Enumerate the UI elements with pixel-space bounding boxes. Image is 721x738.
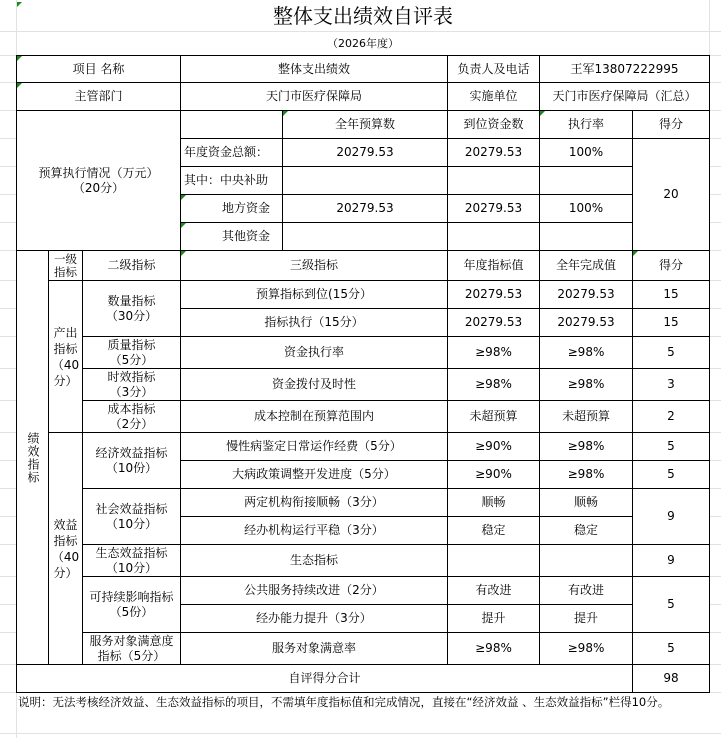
col-budget-score: 得分 xyxy=(632,110,710,139)
budget-row-label: 其他资金 xyxy=(180,222,283,251)
score-value[interactable]: 15 xyxy=(632,308,710,337)
cell-indicator-icon xyxy=(17,2,22,7)
level3-indicator: 资金执行率 xyxy=(180,336,448,369)
actual-value[interactable]: 稳定 xyxy=(539,516,633,545)
actual-value[interactable]: 顺畅 xyxy=(539,488,633,517)
actual-value[interactable] xyxy=(539,544,633,577)
level3-indicator: 两定机构衔接顺畅（3分） xyxy=(180,488,448,517)
target-value[interactable]: ≥90% xyxy=(447,432,540,461)
score-value[interactable]: 15 xyxy=(632,280,710,309)
score-value[interactable]: 5 xyxy=(632,432,710,461)
target-value[interactable]: ≥98% xyxy=(447,336,540,369)
score-value[interactable]: 5 xyxy=(632,460,710,489)
target-value[interactable]: 稳定 xyxy=(447,516,540,545)
level3-indicator: 成本控制在预算范围内 xyxy=(180,400,448,433)
actual-value[interactable]: 20279.53 xyxy=(539,280,633,309)
level3-indicator: 资金拨付及时性 xyxy=(180,368,448,401)
actual-value[interactable]: 20279.53 xyxy=(539,308,633,337)
dept-value[interactable]: 天门市医疗保障局 xyxy=(180,82,448,111)
budget-row-rate[interactable] xyxy=(539,222,633,251)
cell-indicator-icon xyxy=(17,83,22,88)
impl-label: 实施单位 xyxy=(447,82,540,111)
level3-indicator: 大病政策调整开发进度（5分） xyxy=(180,460,448,489)
target-value[interactable] xyxy=(447,544,540,577)
level3-indicator: 经办能力提升（3分） xyxy=(180,604,448,633)
target-value[interactable]: 提升 xyxy=(447,604,540,633)
budget-row-annual[interactable]: 20279.53 xyxy=(282,138,448,167)
budget-row-label: 年度资金总额： xyxy=(180,138,283,167)
budget-header-blank xyxy=(180,110,283,139)
budget-row-arrived[interactable]: 20279.53 xyxy=(447,138,540,167)
col-exec-rate: 执行率 xyxy=(539,110,633,139)
cell-indicator-icon xyxy=(17,56,22,61)
score-value[interactable]: 5 xyxy=(632,632,710,665)
level3-indicator: 公共服务持续改进（2分） xyxy=(180,576,448,605)
col-target: 年度指标值 xyxy=(447,250,540,281)
level3-indicator: 指标执行（15分） xyxy=(180,308,448,337)
actual-value[interactable]: ≥98% xyxy=(539,460,633,489)
budget-row-label: 地方资金 xyxy=(180,194,283,223)
cell-indicator-icon xyxy=(633,251,638,256)
sustainable-score-value[interactable]: 5 xyxy=(632,576,710,633)
actual-value[interactable]: ≥98% xyxy=(539,368,633,401)
target-value[interactable]: 顺畅 xyxy=(447,488,540,517)
score-value[interactable]: 5 xyxy=(632,336,710,369)
budget-row-rate[interactable]: 100% xyxy=(539,138,633,167)
col-perf-score: 得分 xyxy=(632,250,710,281)
budget-score-value[interactable]: 20 xyxy=(632,138,710,251)
target-value[interactable]: ≥98% xyxy=(447,368,540,401)
level3-indicator: 服务对象满意率 xyxy=(180,632,448,665)
budget-row-arrived[interactable]: 20279.53 xyxy=(447,194,540,223)
budget-row-arrived[interactable] xyxy=(447,222,540,251)
level2-sustainable: 可持续影响指标 （5份） xyxy=(82,576,181,633)
budget-row-label: 其中：中央补助 xyxy=(180,166,283,195)
social-score-value[interactable]: 9 xyxy=(632,488,710,545)
target-value[interactable]: 20279.53 xyxy=(447,280,540,309)
output-indicator-label: 产出指标（40分） xyxy=(48,280,83,433)
year-subtitle: （2026年度） xyxy=(327,37,399,50)
level3-indicator: 生态指标 xyxy=(180,544,448,577)
col-level3: 三级指标 xyxy=(180,250,448,281)
level3-indicator: 经办机构运行平稳（3分） xyxy=(180,516,448,545)
level2-ecological: 生态效益指标 （10分） xyxy=(82,544,181,577)
total-label: 自评得分合计 xyxy=(16,664,633,693)
budget-row-annual[interactable] xyxy=(282,222,448,251)
dept-label: 主管部门 xyxy=(16,82,181,111)
budget-row-annual[interactable] xyxy=(282,166,448,195)
col-level1: 一级指标 xyxy=(48,250,83,281)
budget-row-arrived[interactable] xyxy=(447,166,540,195)
col-annual-budget: 全年预算数 xyxy=(282,110,448,139)
budget-row-rate[interactable] xyxy=(539,166,633,195)
contact-label: 负责人及电话 xyxy=(447,55,540,83)
cell-indicator-icon xyxy=(283,111,288,116)
cell-indicator-icon xyxy=(181,223,186,228)
perf-section-text: 绩效指标 xyxy=(26,431,40,484)
target-value[interactable]: ≥90% xyxy=(447,460,540,489)
cell-indicator-icon xyxy=(540,111,545,116)
benefit-indicator-label: 效益指标（40分） xyxy=(48,432,83,665)
budget-row-rate[interactable]: 100% xyxy=(539,194,633,223)
page-title: 整体支出绩效自评表 xyxy=(273,4,453,28)
col-level2: 二级指标 xyxy=(82,250,181,281)
project-name-value[interactable]: 整体支出绩效 xyxy=(180,55,448,83)
actual-value[interactable]: ≥98% xyxy=(539,632,633,665)
footnote: 说明：无法考核经济效益、生态效益指标的项目，不需填年度指标值和完成情况，直接在“经济效益 、生态效益指标”栏得10分。 xyxy=(18,695,670,709)
level2-timeliness: 时效指标 （3分） xyxy=(82,368,181,401)
cell-indicator-icon xyxy=(181,251,186,256)
cell-indicator-icon xyxy=(181,195,186,200)
score-value[interactable]: 9 xyxy=(632,544,710,577)
level2-cost: 成本指标 （2分） xyxy=(82,400,181,433)
level2-economic: 经济效益指标 （10份） xyxy=(82,432,181,489)
target-value[interactable]: ≥98% xyxy=(447,632,540,665)
impl-value[interactable]: 天门市医疗保障局（汇总） xyxy=(539,82,710,111)
target-value[interactable]: 有改进 xyxy=(447,576,540,605)
total-score-value[interactable]: 98 xyxy=(632,664,710,693)
target-value[interactable]: 未超预算 xyxy=(447,400,540,433)
perf-section-label xyxy=(16,250,49,665)
target-value[interactable]: 20279.53 xyxy=(447,308,540,337)
level3-indicator: 慢性病鉴定日常运作经费（5分） xyxy=(180,432,448,461)
contact-value[interactable]: 王军13807222995 xyxy=(539,55,710,83)
actual-value[interactable]: ≥98% xyxy=(539,336,633,369)
level2-quantity: 数量指标 （30分） xyxy=(82,280,181,337)
level2-satisfaction: 服务对象满意度 指标（5分） xyxy=(82,632,181,665)
level2-social: 社会效益指标 （10分） xyxy=(82,488,181,545)
score-value[interactable]: 3 xyxy=(632,368,710,401)
budget-section-label: 预算执行情况（万元） （20分） xyxy=(16,110,181,251)
actual-value[interactable]: ≥98% xyxy=(539,432,633,461)
actual-value[interactable]: 提升 xyxy=(539,604,633,633)
project-name-label: 项目 名称 xyxy=(16,55,181,83)
level3-indicator: 预算指标到位(15分） xyxy=(180,280,448,309)
score-value[interactable]: 2 xyxy=(632,400,710,433)
actual-value[interactable]: 有改进 xyxy=(539,576,633,605)
col-arrived-funds: 到位资金数 xyxy=(447,110,540,139)
level2-quality: 质量指标 （5分） xyxy=(82,336,181,369)
col-actual: 全年完成值 xyxy=(539,250,633,281)
actual-value[interactable]: 未超预算 xyxy=(539,400,633,433)
budget-row-annual[interactable]: 20279.53 xyxy=(282,194,448,223)
